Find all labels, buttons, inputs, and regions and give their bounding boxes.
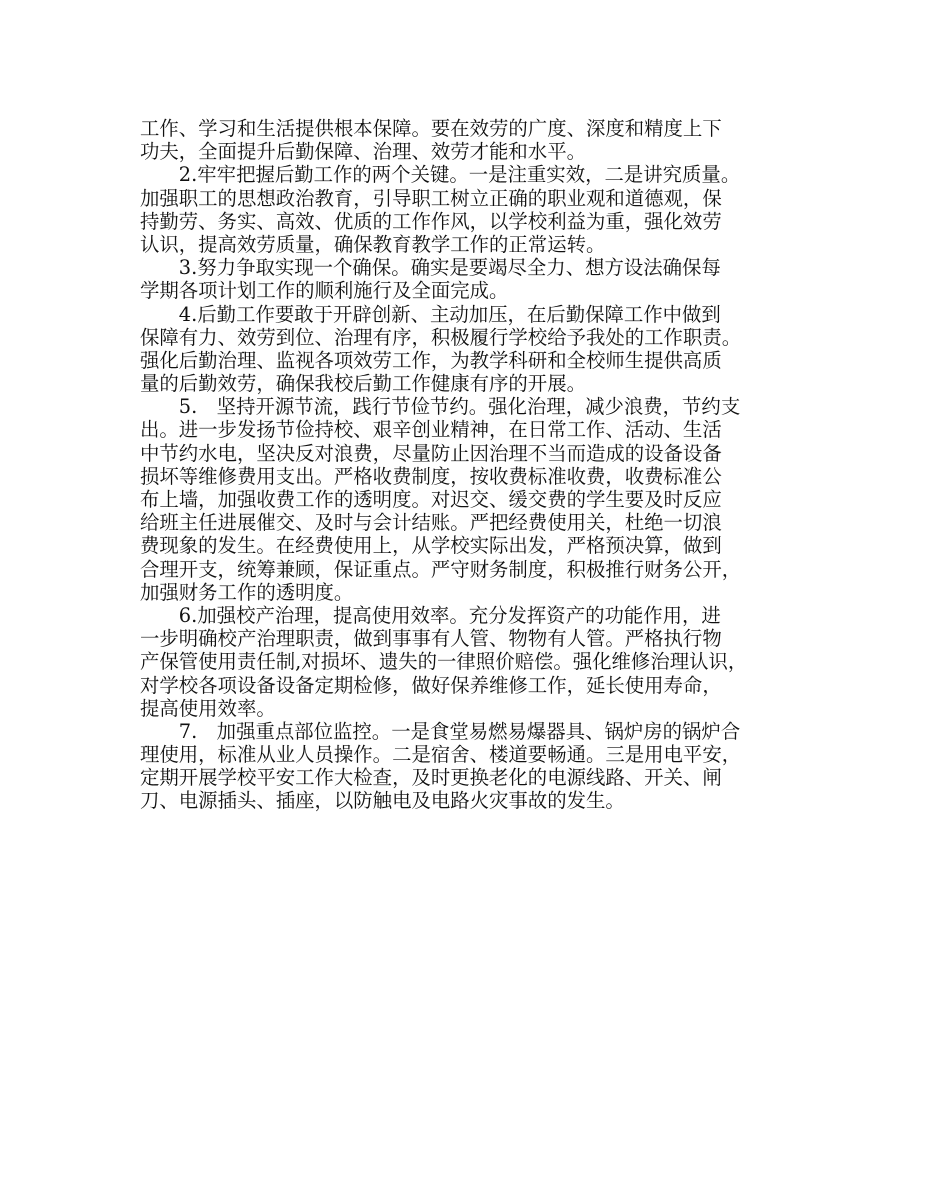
text-line: 量的后勤效劳，确保我校后勤工作健康有序的开展。 [140,372,586,396]
text-line: 工作、学习和生活提供根本保障。要在效劳的广度、深度和精度上下 [140,117,722,140]
text-line: 损坏等维修费用支出。严格收费制度，按收费标准收费，收费标准公 [140,464,722,488]
text-line: 保障有力、效劳到位、治理有序，积极履行学校给予我处的工作职责。 [140,325,742,349]
text-line: 加强职工的思想政治教育，引导职工树立正确的职业观和道德观，保 [140,186,722,210]
text-line: 持勤劳、务实、高效、优质的工作作风，以学校利益为重，强化效劳 [140,209,722,233]
text-line: 费现象的发生。在经费使用上，从学校实际出发，严格预决算，做到 [140,534,722,558]
text-line: 刀、电源插头、插座，以防触电及电路火灾事故的发生。 [140,789,625,813]
text-line: 给班主任进展催交、及时与会计结账。严把经费使用关，杜绝一切浪 [140,511,722,535]
text-line: 6.加强校产治理，提高使用效率。充分发挥资产的功能作用，进 [140,603,721,627]
text-line: 加强财务工作的透明度。 [140,580,354,604]
text-line: 产保管使用责任制,对损坏、遗失的一律照价赔偿。强化维修治理认识， [140,650,748,674]
text-line: 5. 坚持开源节流，践行节俭节约。强化治理，减少浪费，节约支 [140,395,741,419]
text-line: 4.后勤工作要敢于开辟创新、主动加压，在后勤保障工作中做到 [140,302,721,326]
text-line: 提高使用效率。 [140,696,276,720]
text-line: 3.努力争取实现一个确保。确实是要竭尽全力、想方设法确保每 [140,256,721,280]
text-line: 一步明确校产治理职责，做到事事有人管、物物有人管。严格执行物 [140,627,722,651]
document-body [140,117,824,813]
text-line: 学期各项计划工作的顺利施行及全面完成。 [140,279,509,303]
text-line: 定期开展学校平安工作大检查，及时更换老化的电源线路、开关、闸 [140,766,722,790]
text-line: 理使用，标准从业人员操作。二是宿舍、楼道要畅通。三是用电平安， [140,743,742,767]
text-line: 对学校各项设备设备定期检修，做好保养维修工作，延长使用寿命， [140,673,722,697]
text-line: 强化后勤治理、监视各项效劳工作，为教学科研和全校师生提供高质 [140,348,722,372]
text-line: 布上墙，加强收费工作的透明度。对迟交、缓交费的学生要及时反应 [140,488,722,511]
text-line: 功夫，全面提升后勤保障、治理、效劳才能和水平。 [140,140,586,164]
text-line: 中节约水电，坚决反对浪费，尽量防止因治理不当而造成的设备设备 [140,441,722,465]
text-line: 认识，提高效劳质量，确保教育教学工作的正常运转。 [140,232,606,256]
text-line: 7. 加强重点部位监控。一是食堂易燃易爆器具、锅炉房的锅炉合 [140,719,741,743]
text-line: 2.牢牢把握后勤工作的两个关键。一是注重实效，二是讲究质量。 [140,163,741,187]
text-line: 合理开支，统筹兼顾，保证重点。严守财务制度，积极推行财务公开， [140,557,742,581]
text-line: 出。进一步发扬节俭持校、艰辛创业精神，在日常工作、活动、生活 [140,418,722,442]
